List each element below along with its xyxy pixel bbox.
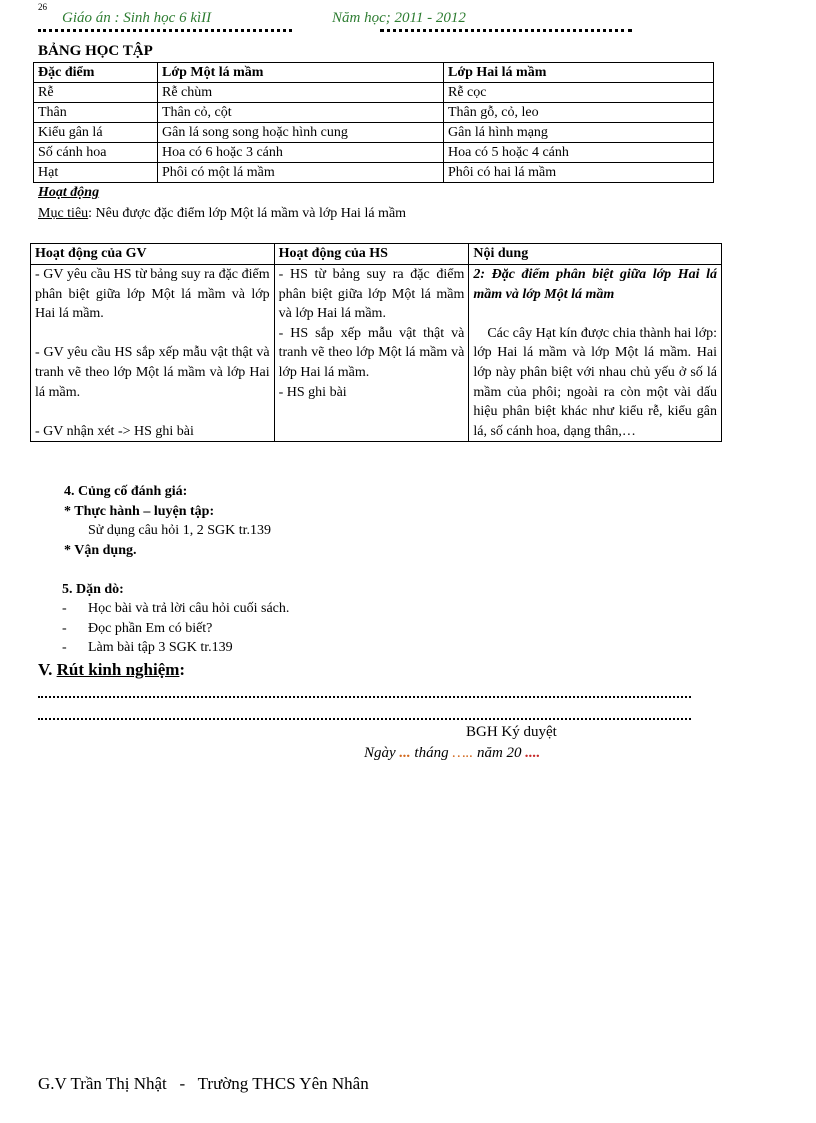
page-number: 26 <box>38 2 47 12</box>
consolidation-title: 4. Củng cố đánh giá: <box>64 484 188 499</box>
table-header: Nội dung <box>469 244 722 265</box>
table-row <box>34 103 714 123</box>
activity-title: Hoạt động <box>38 185 100 200</box>
student-step: - HS ghi bài <box>278 384 347 400</box>
table-header: Hoạt động của GV <box>31 244 275 265</box>
teacher-step: - GV nhận xét -> HS ghi bài <box>35 423 194 439</box>
practice-text: Sử dụng câu hỏi 1, 2 SGK tr.139 <box>88 523 271 538</box>
table-cell: Phôi có một lá mầm <box>158 163 444 183</box>
list-item: - Đọc phần Em có biết? <box>62 621 213 636</box>
student-activity-cell <box>274 265 469 442</box>
table-row <box>34 83 714 103</box>
objective-label: Mục tiêu <box>38 206 89 221</box>
table-cell: Hoa có 6 hoặc 3 cánh <box>158 143 444 163</box>
objective <box>38 206 406 222</box>
table-cell: Rễ <box>34 83 158 103</box>
list-item: - Làm bài tập 3 SGK tr.139 <box>62 640 233 655</box>
table-header: Đặc điểm <box>34 63 158 83</box>
table-header: Lớp Hai lá mầm <box>444 63 714 83</box>
table-row <box>34 123 714 143</box>
student-step: - HS sắp xếp mẫu vật thật và tranh vẽ theo lớp Một lá mầm và lớp Hai lá mầm. <box>278 325 465 380</box>
table-header-row <box>34 63 714 83</box>
teacher-step: - GV yêu cầu HS từ bảng suy ra đặc điểm phân biệt giữa lớp Một lá mầm và lớp Hai lá mầm. <box>35 267 270 322</box>
study-table <box>33 62 714 183</box>
teacher-step: - GV yêu cầu HS sắp xếp mẫu vật thật và tranh vẽ theo lớp Một lá mầm và lớp Hai lá mầm. <box>35 345 270 400</box>
header-subject: Giáo án : Sinh học 6 kìII <box>62 10 212 26</box>
experience-heading: V. Rút kinh nghiệm: <box>38 660 186 679</box>
table-cell: Phôi có hai lá mầm <box>444 163 714 183</box>
table-cell: Hoa có 5 hoặc 4 cánh <box>444 143 714 163</box>
table-cell: Thân gỗ, cỏ, leo <box>444 103 714 123</box>
table-cell: Rễ cọc <box>444 83 714 103</box>
teacher-activity-cell <box>31 265 275 442</box>
table-row <box>34 163 714 183</box>
table-row <box>34 143 714 163</box>
table-cell: Hạt <box>34 163 158 183</box>
content-title: 2: Đặc điểm phân biệt giữa lớp Hai lá mầm và lớp Một lá mầm <box>473 267 717 302</box>
content-text: Các cây Hạt kín được chia thành hai lớp: lớp Hai lá mầm và lớp Một lá mầm. Hai lớp này phân biệt với nhau chủ yếu ở số lá mầm của phôi; ngoài ra còn một vài dấu hiệu phân biệt khác như kiểu rễ, kiểu gân lá, số cánh hoa, dạng thân,… <box>473 325 717 439</box>
header-divider-right <box>380 29 632 32</box>
approval-date: Ngày ... tháng ….. năm 20 .... <box>364 745 541 761</box>
table-row <box>31 265 722 442</box>
page-footer: G.V Trần Thị Nhật - Trường THCS Yên Nhân <box>38 1074 369 1093</box>
practice-title: * Thực hành – luyện tập: <box>64 504 215 519</box>
table-header-row <box>31 244 722 265</box>
apply-title: * Vận dụng. <box>64 543 137 558</box>
table-cell: Thân <box>34 103 158 123</box>
header-divider-left <box>38 29 292 32</box>
table-cell: Gân lá song song hoặc hình cung <box>158 123 444 143</box>
approval-label: BGH Ký duyệt <box>466 724 557 740</box>
page-header <box>62 10 466 27</box>
activity-table <box>30 243 722 442</box>
study-table-title: BẢNG HỌC TẬP <box>38 43 153 59</box>
table-cell: Thân cỏ, cột <box>158 103 444 123</box>
table-cell: Rễ chùm <box>158 83 444 103</box>
list-item: - Học bài và trả lời câu hỏi cuối sách. <box>62 601 290 616</box>
table-header: Hoạt động của HS <box>274 244 469 265</box>
table-header: Lớp Một lá mầm <box>158 63 444 83</box>
content-cell <box>469 265 722 442</box>
table-cell: Kiểu gân lá <box>34 123 158 143</box>
homework-title: 5. Dặn dò: <box>62 582 124 597</box>
header-school-year: Năm học; 2011 - 2012 <box>332 10 466 26</box>
experience-title: Rút kinh nghiệm <box>56 660 180 679</box>
table-cell: Số cánh hoa <box>34 143 158 163</box>
dotted-line <box>38 718 691 720</box>
student-step: - HS từ bảng suy ra đặc điểm phân biệt giữa lớp Một lá mầm và lớp Hai lá mầm. <box>278 267 465 322</box>
objective-text: : Nêu được đặc điểm lớp Một lá mầm và lớp Hai lá mầm <box>88 206 407 221</box>
table-cell: Gân lá hình mạng <box>444 123 714 143</box>
dotted-line <box>38 696 691 698</box>
